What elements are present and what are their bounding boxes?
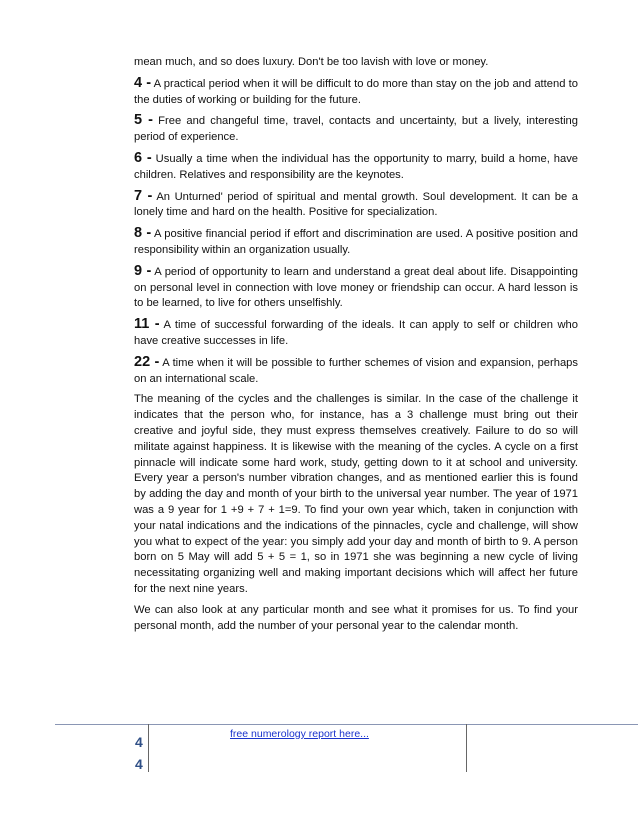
period-number: 22 - <box>134 353 160 370</box>
footer-divider-right <box>466 724 467 772</box>
period-item <box>134 113 578 146</box>
period-text: A period of opportunity to learn and understand a great deal about life. Disappointing on personal level in connection with love money or friendship can occur. A hard lesson is to be learned, to live for others unselfishly. <box>134 265 579 310</box>
footer-divider-left <box>148 724 149 772</box>
period-text: A time when it will be possible to further schemes of vision and expansion, perhaps on an international scale. <box>134 356 578 385</box>
period-item <box>134 355 578 388</box>
footer-divider <box>55 724 638 725</box>
period-item <box>134 151 578 184</box>
period-number: 11 - <box>134 316 160 333</box>
period-number: 8 - <box>134 225 152 242</box>
period-item <box>134 189 578 222</box>
period-item <box>134 226 578 259</box>
period-number: 6 - <box>134 149 152 166</box>
page-number-line: 4 <box>135 734 143 750</box>
page-number-line: 4 <box>135 756 143 772</box>
period-text: Free and changeful time, travel, contacts and uncertainty, but a lively, interesting period of experience. <box>134 115 578 144</box>
intro-line: mean much, and so does luxury. Don't be too lavish with love or money. <box>134 56 489 68</box>
document-body <box>134 55 578 639</box>
period-item <box>134 76 578 109</box>
body-paragraph: We can also look at any particular month and see what it promises for us. To find your personal month, add the number of your personal year to the calendar month. <box>134 603 578 632</box>
period-number: 4 - <box>134 74 152 91</box>
body-paragraph: The meaning of the cycles and the challenges is similar. In the case of the challenge it indicates that the person who, for instance, has a 3 challenge must bring out their creative and joyful side, they must express themselves creatively. Failure to do so will militate against happiness. It is likewise with the meaning of the cycles. A cycle on a first pinnacle will indicate some hard work, study, getting down to it at school and university. Every year a person's number vibration changes, and as mentioned earlier this is found by adding the day and month of your birth to the universal year number. The year of 1971 was a 9 year for 1 +9 + 7 + 1=9. To find your own year which, taken in conjunction with your natal indications and the indications of the pinnacles, cycle and challenge, will show you what to expect of the year: you simply add your day and month of birth to 9. A person born on 5 May will add 5 + 5 = 1, so in 1971 she was beginning a new cycle of living necessitating organizing well and making important decisions which will affect her future for the next nine years. <box>134 393 578 595</box>
page-number <box>135 731 147 775</box>
period-text: A positive financial period if effort and discrimination are used. A positive position and responsibility within an organization usually. <box>134 228 579 256</box>
period-text: A practical period when it will be difficult to do more than stay on the job and attend to the duties of working or building for the future. <box>134 77 579 106</box>
period-item <box>134 317 578 350</box>
period-number: 7 - <box>134 187 153 204</box>
period-text: A time of successful forwarding of the ideals. It can apply to self or children who have creative successes in life. <box>134 319 579 347</box>
period-item <box>134 264 578 312</box>
period-number: 5 - <box>134 112 153 129</box>
period-number: 9 - <box>134 262 152 279</box>
period-text: Usually a time when the individual has the opportunity to marry, build a home, have children. Relatives and responsibility are the keynotes. <box>134 152 579 181</box>
period-list <box>134 76 578 388</box>
period-text: An Unturned' period of spiritual and mental growth. Soul development. It can be a lonely time and hard on the health. Positive for specialization. <box>134 190 578 219</box>
free-report-link[interactable]: free numerology report here... <box>230 728 369 740</box>
